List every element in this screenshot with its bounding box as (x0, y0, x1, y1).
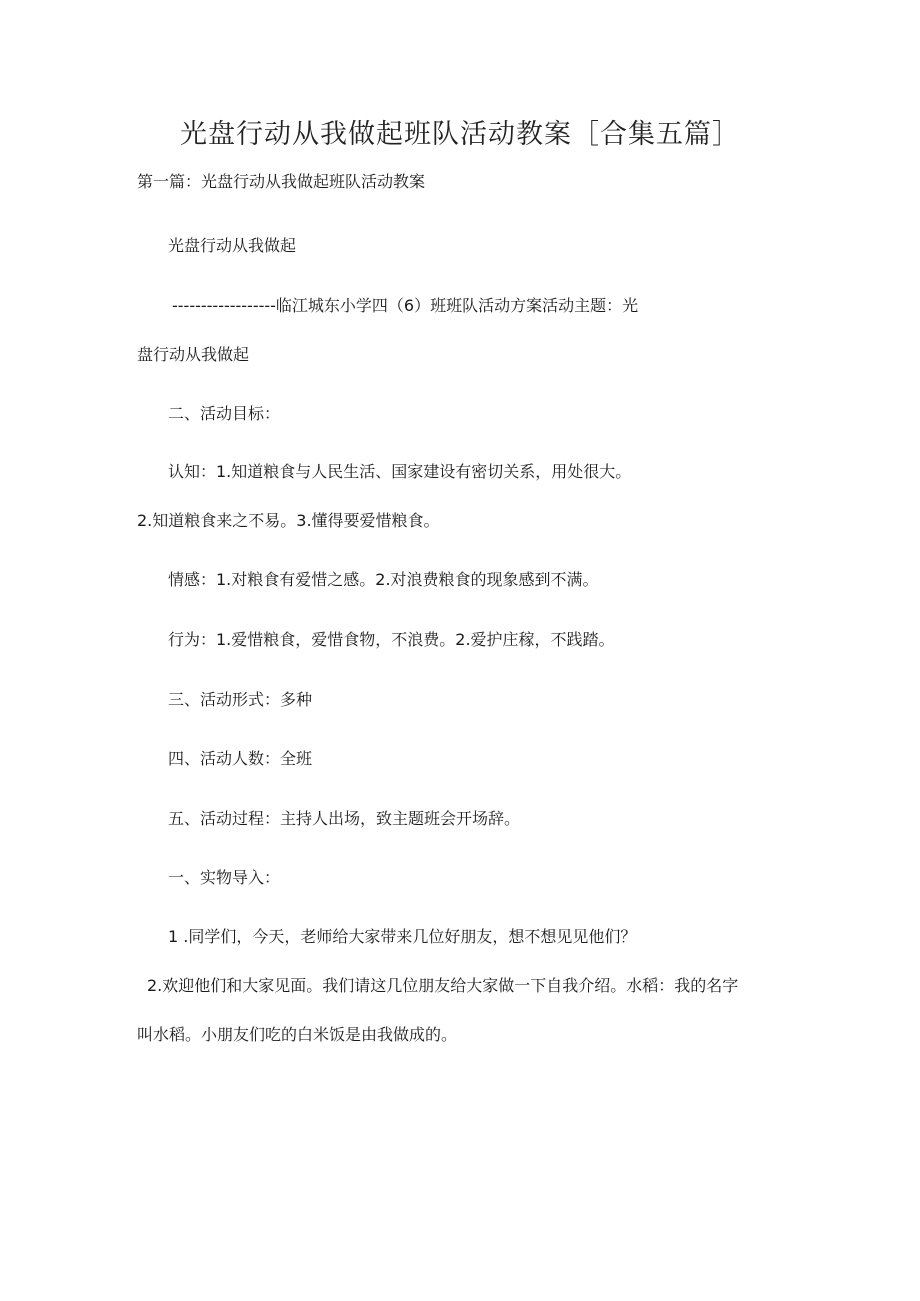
paragraph: 光盘行动从我做起 (168, 236, 297, 255)
paragraph: ------------------临江城东小学四（6）班班队活动方案活动主题：光 (172, 296, 639, 315)
paragraph: 一、实物导入： (168, 868, 281, 887)
paragraph: 1 .同学们，今天，老师给大家带来几位好朋友，想不想见见他们？ (168, 927, 637, 946)
paragraph: 行为：1.爱惜粮食，爱惜食物，不浪费。2.爱护庄稼，不践踏。 (168, 630, 615, 649)
paragraph: 三、活动形式：多种 (168, 690, 313, 709)
paragraph: 认知：1.知道粮食与人民生活、国家建设有密切关系，用处很大。 (168, 462, 632, 481)
paragraph: 叫水稻。小朋友们吃的白米饭是由我做成的。 (137, 1025, 458, 1044)
document-title: 光盘行动从我做起班队活动教案［合集五篇］ (180, 119, 740, 150)
section-heading: 第一篇：光盘行动从我做起班队活动教案 (137, 172, 426, 191)
paragraph: 四、活动人数：全班 (168, 749, 313, 768)
paragraph: 情感：1.对粮食有爱惜之感。2.对浪费粮食的现象感到不满。 (168, 570, 599, 589)
paragraph: 2.知道粮食来之不易。3.懂得要爱惜粮食。 (137, 511, 440, 530)
paragraph: 五、活动过程：主持人出场，致主题班会开场辞。 (168, 809, 521, 828)
paragraph: 二、活动目标： (168, 404, 281, 423)
paragraph: 盘行动从我做起 (137, 345, 250, 364)
paragraph: 2.欢迎他们和大家见面。我们请这几位朋友给大家做一下自我介绍。水稻：我的名字 (147, 976, 739, 995)
